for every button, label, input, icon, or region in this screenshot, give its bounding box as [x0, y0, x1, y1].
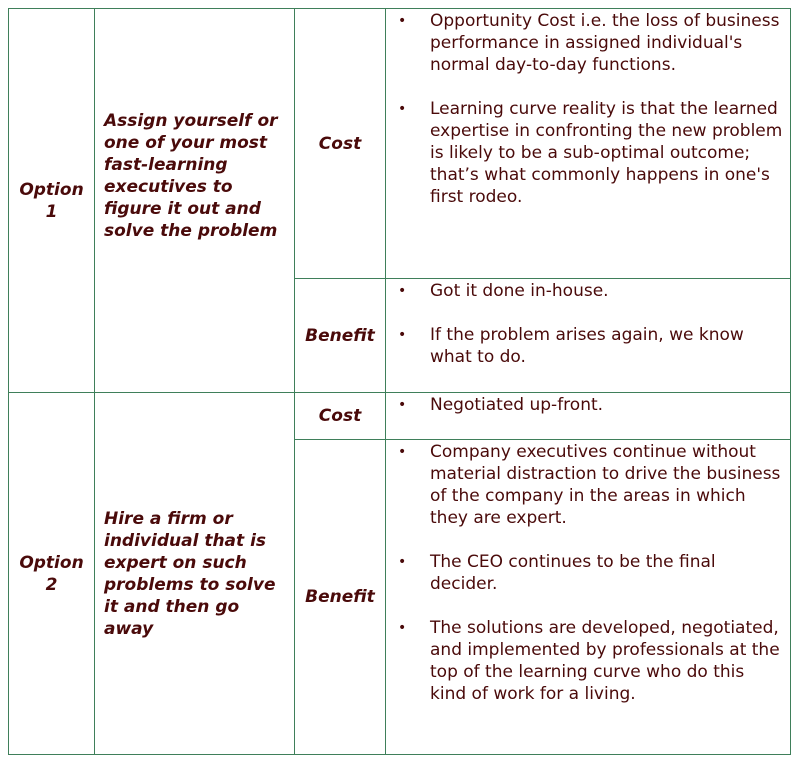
- list-item-text: Negotiated up-front.: [430, 395, 604, 415]
- list-item-text: Company executives continue without material distraction to drive the business of the company in the areas in which they are expert.: [430, 442, 781, 528]
- bullet-icon: •: [398, 283, 407, 299]
- bullet-icon: •: [398, 554, 407, 570]
- option-2-cost-list: [386, 394, 790, 416]
- list-item: [386, 280, 790, 302]
- bullet-icon: •: [398, 13, 407, 29]
- list-item-text: If the problem arises again, we know what to do.: [430, 325, 744, 367]
- option-2-benefit-label: Benefit: [295, 440, 386, 755]
- option-1-cost-list: [386, 10, 790, 208]
- list-item-text: Learning curve reality is that the learned expertise in confronting the new problem is likely to be a sub-optimal outcome; that’s what commonly happens in one's first rodeo.: [430, 99, 783, 207]
- bullet-icon: •: [398, 101, 407, 117]
- list-item: [386, 441, 790, 529]
- option-1-cost-label: Cost: [295, 9, 386, 279]
- option-2-label: [9, 393, 95, 755]
- bullet-icon: •: [398, 444, 407, 460]
- option-label-word: Option: [19, 552, 84, 573]
- list-item-text: Got it done in-house.: [430, 281, 609, 301]
- option-1-benefit-list: [386, 280, 790, 368]
- list-item: [386, 551, 790, 595]
- option-1-label: [9, 9, 95, 393]
- option-label-word: Option: [19, 179, 84, 200]
- bullet-icon: •: [398, 327, 407, 343]
- list-item-text: Opportunity Cost i.e. the loss of business performance in assigned individual's normal day-to-day functions.: [430, 11, 780, 75]
- option-1-description: Assign yourself or one of your most fast-learning executives to figure it out and solve the problem: [95, 9, 295, 393]
- option-2-cost-label: Cost: [295, 393, 386, 440]
- option-2-benefit-cell: [386, 440, 791, 755]
- option-1-benefit-label: Benefit: [295, 279, 386, 393]
- list-item-text: The CEO continues to be the final decider.: [430, 552, 716, 594]
- list-item: [386, 324, 790, 368]
- table-row-option-1-cost: [9, 9, 791, 279]
- options-comparison-table: [8, 8, 791, 755]
- option-label-number: 2: [45, 574, 58, 595]
- bullet-icon: •: [398, 620, 407, 636]
- list-item: [386, 394, 790, 416]
- option-1-cost-cell: [386, 9, 791, 279]
- option-2-benefit-list: [386, 441, 790, 705]
- option-label-number: 1: [45, 201, 58, 222]
- option-1-benefit-cell: [386, 279, 791, 393]
- list-item: [386, 617, 790, 705]
- bullet-icon: •: [398, 397, 407, 413]
- list-item-text: The solutions are developed, negotiated, and implemented by professionals at the top of the learning curve who do this kind of work for a living.: [430, 618, 780, 704]
- table-row-option-2-cost: [9, 393, 791, 440]
- list-item: [386, 10, 790, 76]
- list-item: [386, 98, 790, 208]
- option-2-cost-cell: [386, 393, 791, 440]
- option-2-description: Hire a firm or individual that is expert on such problems to solve it and then go away: [95, 393, 295, 755]
